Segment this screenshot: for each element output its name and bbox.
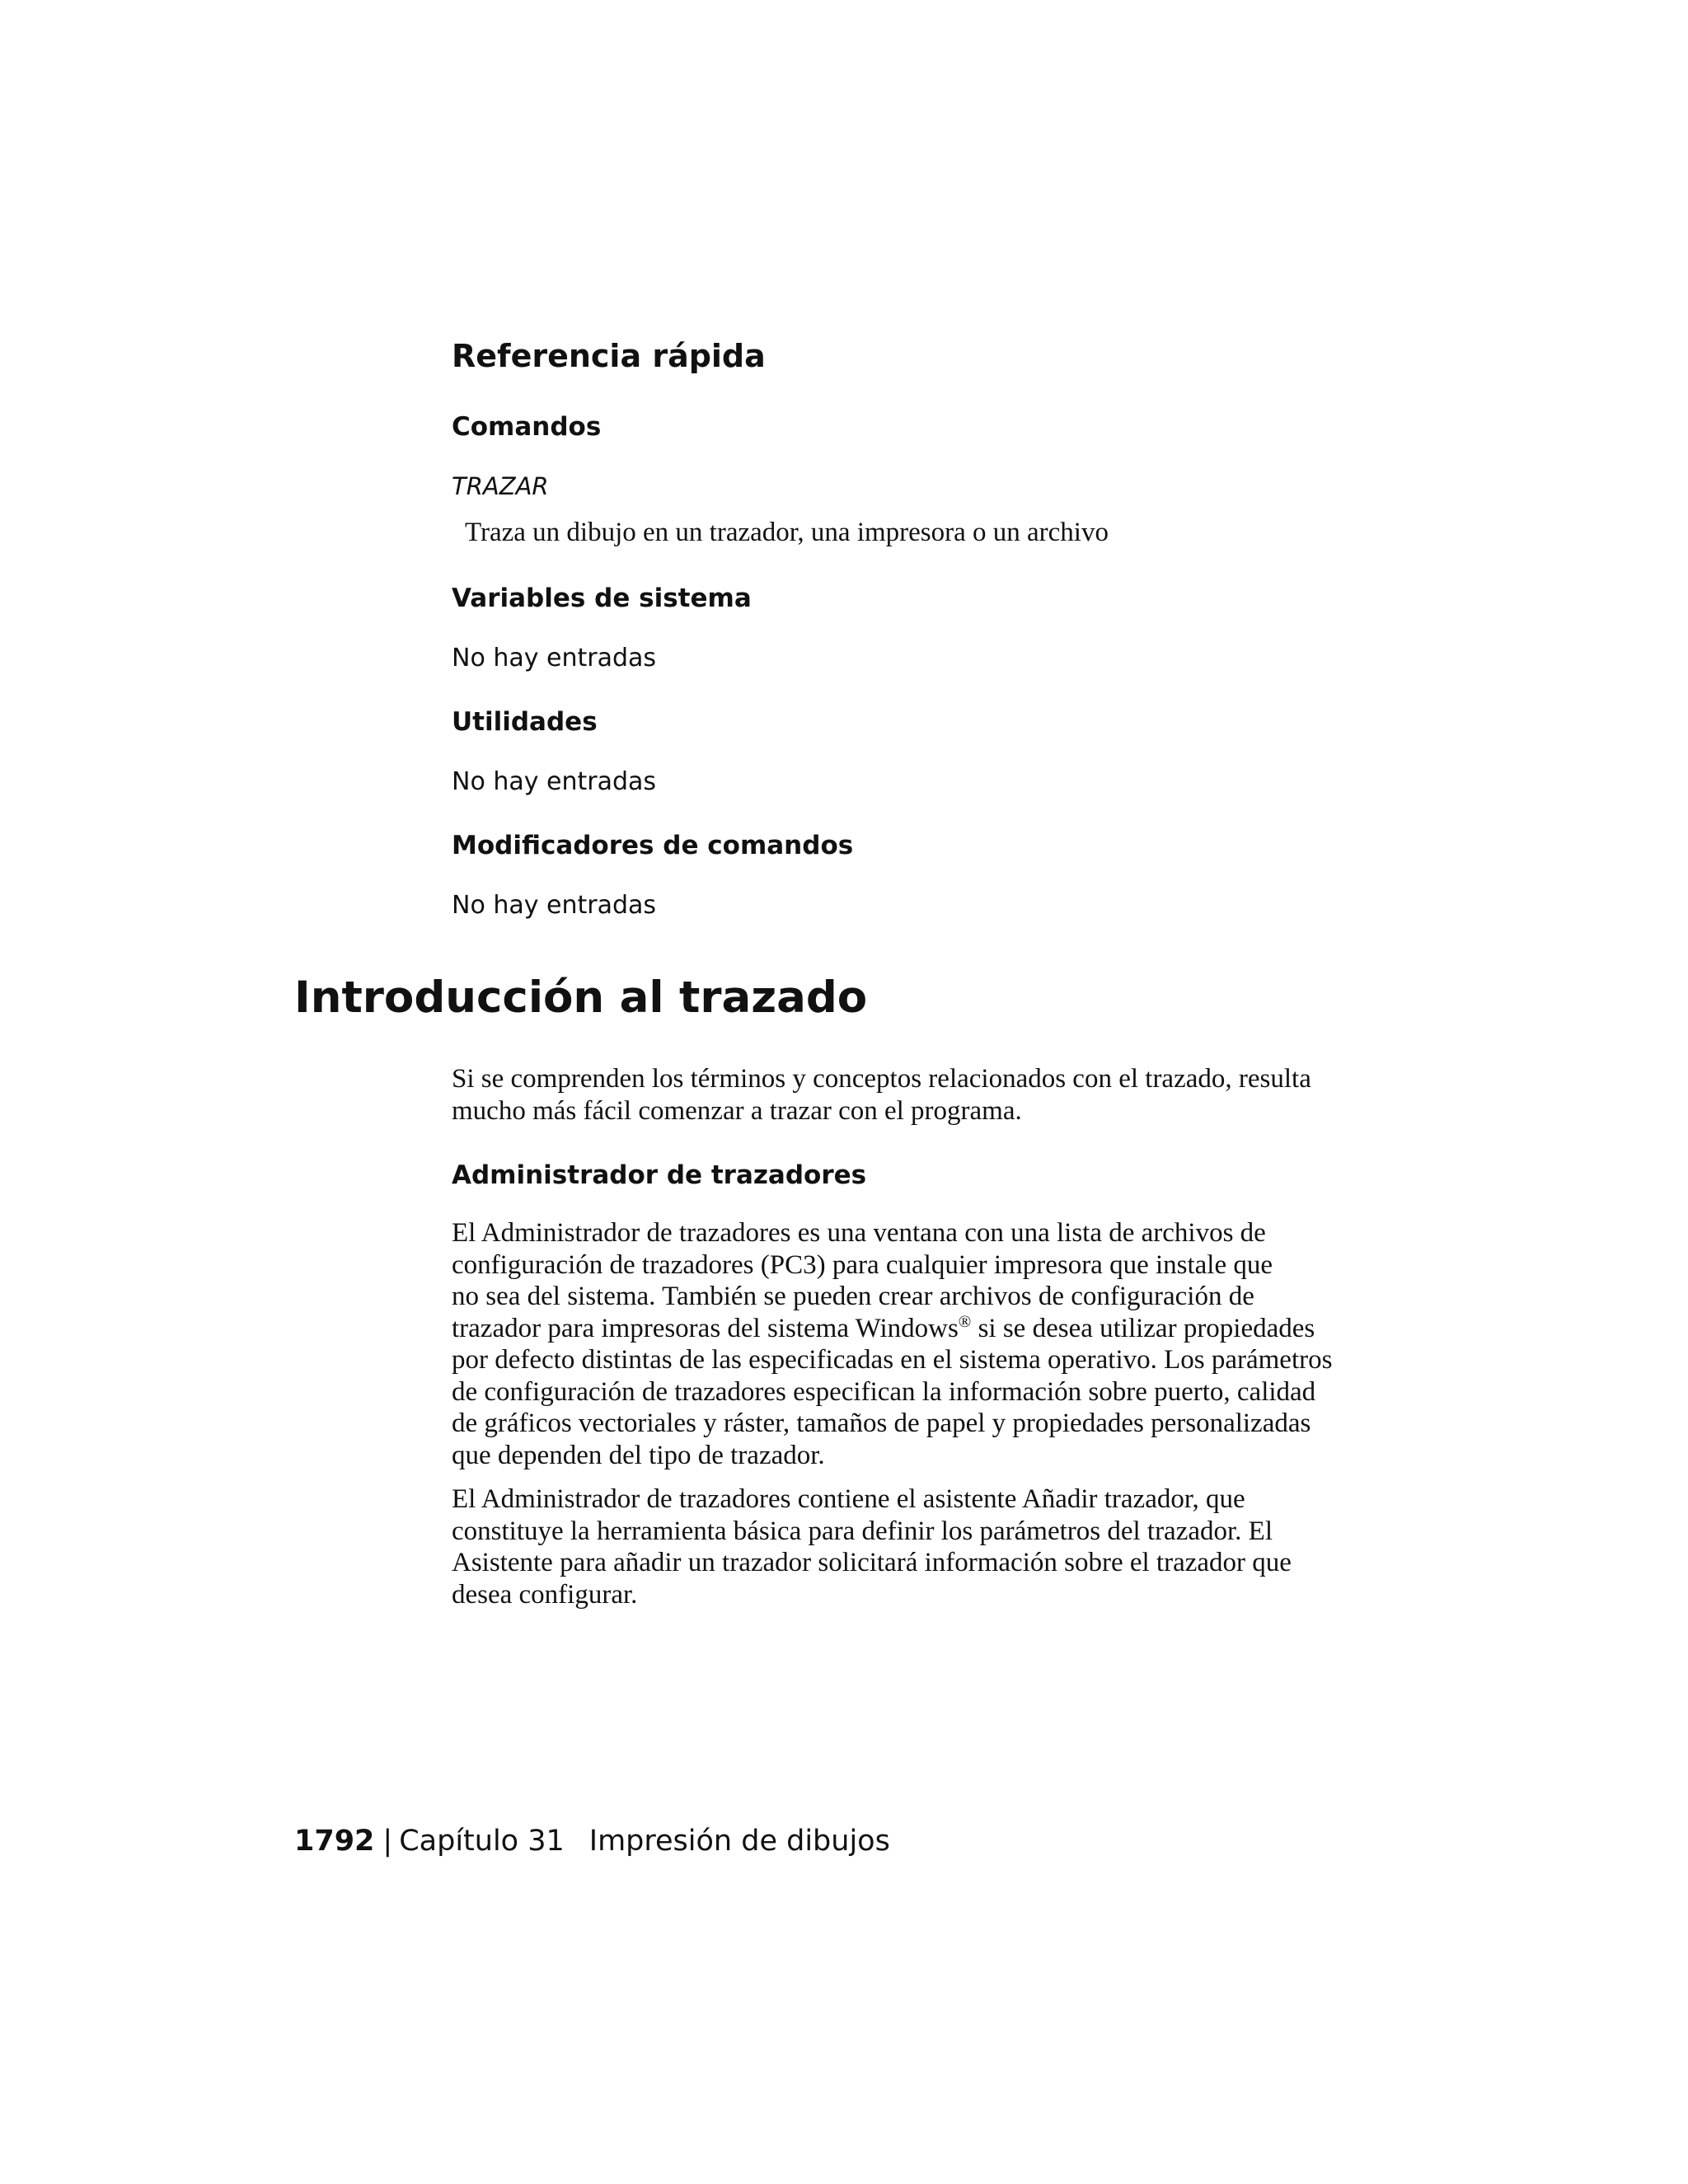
intro-paragraph	[452, 1063, 1358, 1127]
registered-mark: ®	[958, 1312, 972, 1331]
utilities-text: No hay entradas	[452, 767, 657, 796]
system-variables-text: No hay entradas	[452, 644, 657, 673]
chapter-label: Capítulo 31	[399, 1825, 565, 1858]
paragraph-line: Asistente para añadir un trazador solicitará información sobre el trazador que	[452, 1548, 1292, 1577]
page-footer	[294, 1825, 890, 1858]
command-description: Traza un dibujo en un trazador, una impresora o un archivo	[465, 518, 1109, 547]
paragraph-line: desea configurar.	[452, 1579, 638, 1610]
command-name: TRAZAR	[452, 472, 549, 500]
footer-separator: |	[382, 1825, 393, 1858]
paragraph-line: trazador para impresoras del sistema Windows	[452, 1313, 959, 1343]
modifiers-heading: Modificadores de comandos	[452, 831, 854, 860]
paragraph-line: El Administrador de trazadores contiene el asistente Añadir trazador, que	[452, 1484, 1245, 1514]
paragraph-line: que dependen del tipo de trazador.	[452, 1440, 825, 1470]
chapter-title: Impresión de dibujos	[588, 1825, 890, 1858]
paragraph-line: de configuración de trazadores especifican la información sobre puerto, calidad	[452, 1376, 1316, 1407]
intro-line: Si se comprenden los términos y conceptos relacionados con el trazado, resulta	[452, 1064, 1311, 1094]
page-number: 1792	[294, 1825, 375, 1858]
plotter-manager-paragraph-1	[452, 1217, 1358, 1471]
modifiers-text: No hay entradas	[452, 891, 657, 920]
commands-heading: Comandos	[452, 412, 602, 442]
intro-line: mucho más fácil comenzar a trazar con el programa.	[452, 1095, 1022, 1126]
plotter-manager-paragraph-2	[452, 1483, 1358, 1610]
paragraph-line: por defecto distintas de las especificadas en el sistema operativo. Los parámetros	[452, 1345, 1333, 1375]
paragraph-line: no sea del sistema. También se pueden crear archivos de configuración de	[452, 1282, 1254, 1311]
paragraph-line: de gráficos vectoriales y ráster, tamaños de papel y propiedades personalizadas	[452, 1408, 1311, 1438]
paragraph-line: configuración de trazadores (PC3) para cualquier impresora que instale que	[452, 1249, 1273, 1280]
quick-reference-title: Referencia rápida	[452, 338, 766, 374]
paragraph-line: si se desea utilizar propiedades	[971, 1313, 1315, 1343]
utilities-heading: Utilidades	[452, 707, 598, 737]
plotter-manager-heading: Administrador de trazadores	[452, 1160, 867, 1190]
system-variables-heading: Variables de sistema	[452, 583, 752, 613]
paragraph-line: constituye la herramienta básica para definir los parámetros del trazador. El	[452, 1516, 1273, 1546]
section-title: Introducción al trazado	[294, 972, 868, 1023]
paragraph-line: El Administrador de trazadores es una ventana con una lista de archivos de	[452, 1218, 1266, 1248]
